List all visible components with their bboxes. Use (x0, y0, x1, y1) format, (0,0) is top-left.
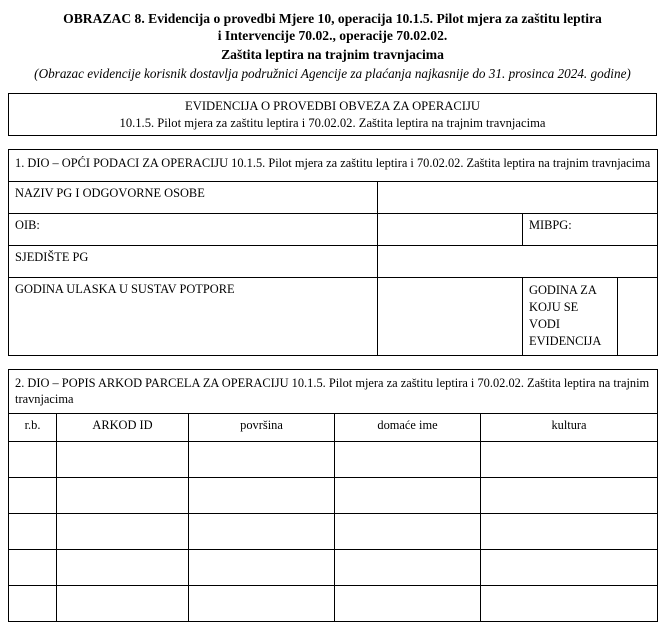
title-box-line-2: 10.1.5. Pilot mjera za zaštitu leptira i 70.02.02. Zaštita leptira na trajnim travnjacima (119, 115, 546, 130)
cell-rb[interactable] (9, 549, 57, 585)
table-row (9, 585, 658, 621)
label-godina-ulaska: GODINA ULASKA U SUSTAV POTPORE (9, 278, 378, 355)
section-1-header-row (9, 150, 658, 182)
section-2-column-header-row (9, 413, 658, 441)
cell-domace-ime[interactable] (335, 441, 481, 477)
field-godina-evidencija[interactable] (618, 278, 658, 355)
document-heading (14, 10, 651, 45)
label-godina-evidencija: GODINA ZA KOJU SE VODI EVIDENCIJA (523, 278, 618, 355)
heading-line-3: Zaštita leptira na trajnim travnjacima (221, 46, 444, 62)
cell-kultura[interactable] (481, 441, 658, 477)
field-sjediste-pg[interactable] (378, 246, 658, 278)
column-header-rb: r.b. (9, 413, 57, 441)
title-box-row (9, 93, 657, 135)
cell-domace-ime[interactable] (335, 477, 481, 513)
section-2-header: 2. DIO – POPIS ARKOD PARCELA ZA OPERACIJU 10.1.5. Pilot mjera za zaštitu leptira i 70.02.02. Zaštita leptira na trajnim travnjacima (9, 369, 658, 413)
cell-povrsina[interactable] (189, 513, 335, 549)
cell-arkod-id[interactable] (57, 549, 189, 585)
row-godina-ulaska (9, 278, 658, 355)
document-subheading (14, 46, 651, 63)
cell-kultura[interactable] (481, 585, 658, 621)
row-naziv-pg (9, 182, 658, 214)
column-header-povrsina: površina (189, 413, 335, 441)
title-box-cell (9, 93, 657, 135)
field-oib[interactable] (378, 214, 523, 246)
cell-rb[interactable] (9, 513, 57, 549)
document-note: (Obrazac evidencije korisnik dostavlja podružnici Agencije za plaćanja najkasnije do 31. prosinca 2024. godine) (34, 65, 631, 81)
heading-line-1: OBRAZAC 8. Evidencija o provedbi Mjere 10, operacija 10.1.5. Pilot mjera za zaštitu leptira (63, 11, 602, 26)
cell-arkod-id[interactable] (57, 441, 189, 477)
cell-arkod-id[interactable] (57, 585, 189, 621)
cell-kultura[interactable] (481, 513, 658, 549)
table-row (9, 441, 658, 477)
cell-povrsina[interactable] (189, 441, 335, 477)
column-header-kultura: kultura (481, 413, 658, 441)
field-godina-ulaska[interactable] (378, 278, 523, 355)
field-naziv-pg[interactable] (378, 182, 658, 214)
row-sjediste-pg (9, 246, 658, 278)
section-1-table (8, 149, 658, 355)
table-row (9, 477, 658, 513)
cell-rb[interactable] (9, 477, 57, 513)
row-oib (9, 214, 658, 246)
cell-povrsina[interactable] (189, 549, 335, 585)
heading-line-2: i Intervencije 70.02., operacije 70.02.02. (217, 28, 448, 44)
section-2-header-row (9, 369, 658, 413)
cell-rb[interactable] (9, 441, 57, 477)
section-1-header: 1. DIO – OPĆI PODACI ZA OPERACIJU 10.1.5. Pilot mjera za zaštitu leptira i 70.02.02. Zaštita leptira na trajnim travnjacima (9, 150, 658, 182)
label-mibpg: MIBPG: (523, 214, 658, 246)
cell-domace-ime[interactable] (335, 513, 481, 549)
title-box-table (8, 93, 657, 136)
label-oib: OIB: (9, 214, 378, 246)
title-box-line-1: EVIDENCIJA O PROVEDBI OBVEZA ZA OPERACIJU (185, 98, 480, 113)
cell-arkod-id[interactable] (57, 513, 189, 549)
cell-povrsina[interactable] (189, 477, 335, 513)
column-header-domace-ime: domaće ime (335, 413, 481, 441)
section-2-table (8, 369, 658, 622)
cell-domace-ime[interactable] (335, 549, 481, 585)
cell-kultura[interactable] (481, 549, 658, 585)
cell-povrsina[interactable] (189, 585, 335, 621)
cell-arkod-id[interactable] (57, 477, 189, 513)
table-row (9, 513, 658, 549)
column-header-arkod-id: ARKOD ID (57, 413, 189, 441)
table-row (9, 549, 658, 585)
label-naziv-pg: NAZIV PG I ODGOVORNE OSOBE (9, 182, 378, 214)
cell-kultura[interactable] (481, 477, 658, 513)
cell-domace-ime[interactable] (335, 585, 481, 621)
cell-rb[interactable] (9, 585, 57, 621)
label-sjediste-pg: SJEDIŠTE PG (9, 246, 378, 278)
